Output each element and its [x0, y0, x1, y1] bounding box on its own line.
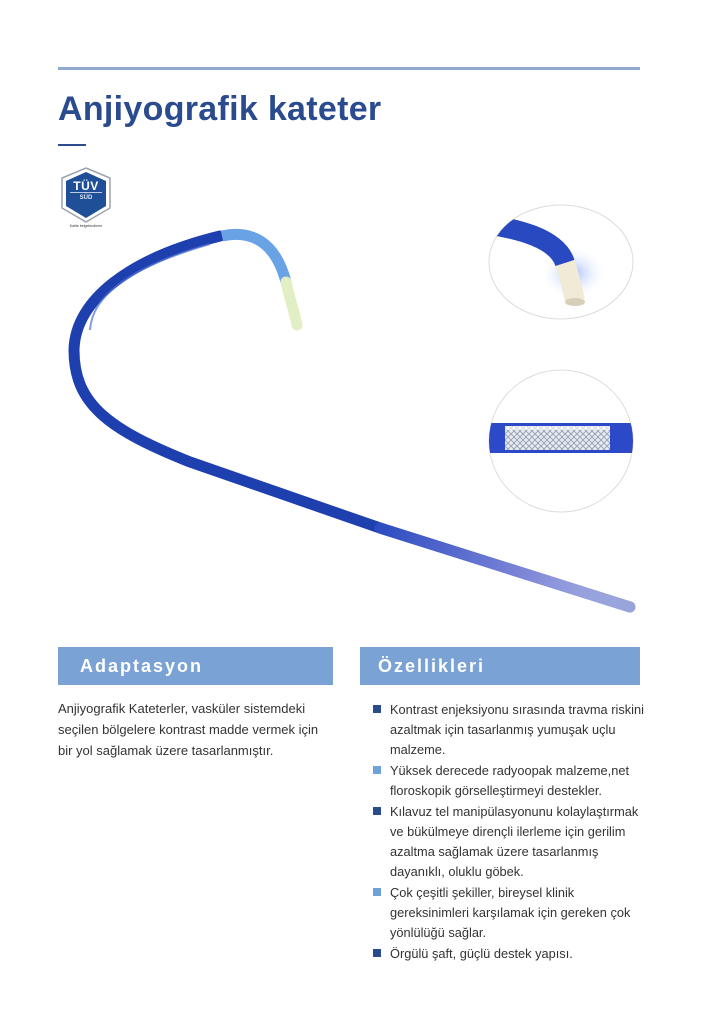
top-rule — [58, 67, 640, 70]
certification-caption: Kalite belgelendirme — [69, 224, 103, 228]
adaptation-text: Anjiyografik Kateterler, vasküler sistemdeki seçilen bölgelere kontrast madde vermek için bir yol sağlamak üzere tasarlanmıştır. — [58, 701, 319, 758]
certification-mark: TÜV — [73, 179, 99, 193]
square-bullet-icon — [373, 766, 381, 774]
square-bullet-icon — [373, 807, 381, 815]
feature-item — [373, 700, 648, 760]
square-bullet-icon — [373, 888, 381, 896]
feature-text: Kontrast enjeksiyonu sırasında travma riskini azaltmak için tasarlanmış yumuşak uçlu malzeme. — [390, 702, 644, 757]
certification-sub: SÜD — [79, 195, 93, 201]
feature-text: Yüksek derecede radyoopak malzeme,net floroskopik görselleştirmeyi destekler. — [390, 763, 630, 798]
feature-item — [373, 802, 648, 882]
adaptation-header: Adaptasyon — [58, 647, 333, 685]
feature-text: Kılavuz tel manipülasyonunu kolaylaştırmak ve bükülmeye dirençli ilerleme için gerilim azaltma sağlamak üzere tasarlanmış dayanıklı, oluklu göbek. — [390, 804, 639, 879]
square-bullet-icon — [373, 705, 381, 713]
feature-text: Çok çeşitli şekiller, bireysel klinik gereksinimleri karşılamak için gereken çok yönlülüğü sağlar. — [390, 885, 631, 940]
features-list — [373, 700, 648, 965]
title-underline — [58, 144, 86, 146]
feature-text: Örgülü şaft, güçlü destek yapısı. — [390, 946, 573, 961]
square-bullet-icon — [373, 949, 381, 957]
feature-item — [373, 761, 648, 801]
page-title: Anjiyografik kateter — [58, 90, 382, 128]
feature-item — [373, 944, 648, 964]
feature-item — [373, 883, 648, 943]
braided-shaft-detail-image — [487, 368, 635, 514]
soft-tip-detail-image — [487, 203, 635, 321]
features-header: Özellikleri — [360, 647, 640, 685]
